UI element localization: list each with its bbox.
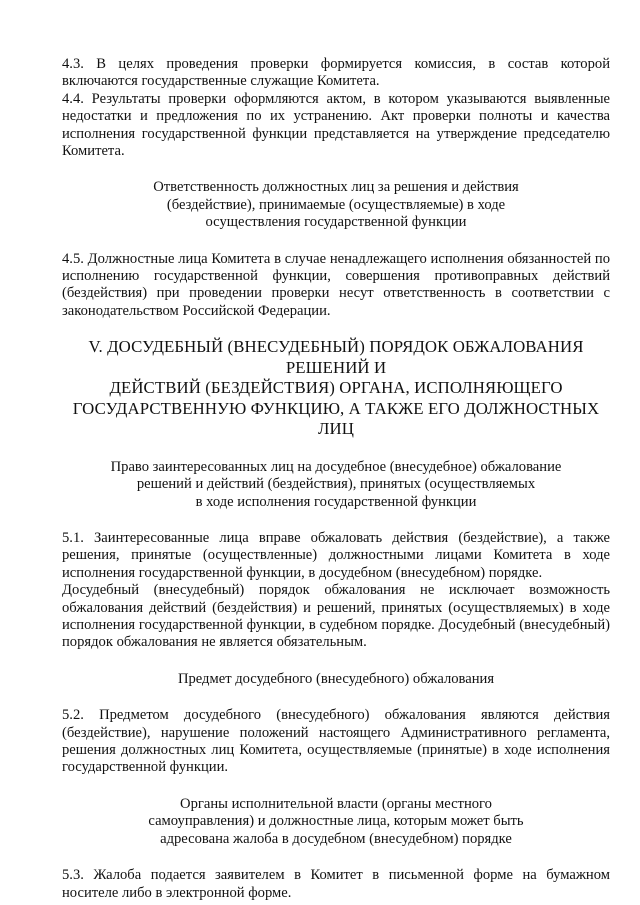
paragraph-5-2: 5.2. Предметом досудебного (внесудебного) обжалования являются действия (бездействие), нарушение положений настоящего Административного регламента, решения должностных лиц Комитета, осуществляемые (принятые) в ходе исполнения государственной функции. — [62, 707, 610, 776]
paragraph-5-1a: 5.1. Заинтересованные лица вправе обжаловать действия (бездействие), а также решения, принятые (осуществленные) должностными лицами Комитета в ходе исполнения государственной функции, в досудебном (внесудебном) порядке. — [62, 530, 610, 581]
subheading-line: Ответственность должностных лиц за решения и действия — [153, 179, 519, 196]
paragraph-4-3: 4.3. В целях проведения проверки формируется комиссия, в состав которой включаются государственные служащие Комитета. — [62, 56, 610, 90]
subheading-line: в ходе исполнения государственной функции — [195, 493, 477, 510]
subheading-appeal-right — [62, 459, 610, 511]
subheading-appeal-subject: Предмет досудебного (внесудебного) обжалования — [177, 670, 495, 687]
subheading-line: Право заинтересованных лиц на досудебное (внесудебное) обжалование — [110, 458, 562, 475]
paragraph-4-5: 4.5. Должностные лица Комитета в случае ненадлежащего исполнения обязанностей по исполнению государственной функции, совершения противоправных действий (бездействия) при проведении проверки несут ответственность в соответствии с законодательством Российской Федерации. — [62, 250, 610, 319]
subheading-line: самоуправления) и должностные лица, которым может быть — [148, 813, 524, 830]
document-page — [62, 56, 610, 902]
subheading-authorities — [62, 796, 610, 848]
subheading-line: решений и действий (бездействия), принятых (осуществляемых — [136, 476, 536, 493]
subheading-line: осуществления государственной функции — [205, 214, 467, 231]
paragraph-4-4: 4.4. Результаты проверки оформляются актом, в котором указываются выявленные недостатки и предложения по их устранению. Акт проверки полноты и качества исполнения государственной функции представляется на утверждение председателю Комитета. — [62, 90, 610, 160]
subheading-responsibility — [62, 179, 610, 231]
subheading-line: адресована жалоба в досудебном (внесудебном) порядке — [160, 830, 512, 847]
subheading-line: Органы исполнительной власти (органы местного — [180, 795, 492, 812]
section-heading-line: ГОСУДАРСТВЕННУЮ ФУНКЦИЮ, А ТАКЖЕ ЕГО ДОЛЖНОСТНЫХ ЛИЦ — [72, 398, 600, 439]
section-5-heading — [62, 337, 610, 440]
paragraph-5-3: 5.3. Жалоба подается заявителем в Комитет в письменной форме на бумажном носителе либо в электронной форме. — [62, 867, 610, 901]
section-heading-line: ДЕЙСТВИЙ (БЕЗДЕЙСТВИЯ) ОРГАНА, ИСПОЛНЯЮЩЕГО — [109, 378, 563, 398]
paragraph-5-1b: Досудебный (внесудебный) порядок обжалования не исключает возможность обжалования действий (бездействия) и решений, принятых (осуществляемых) в ходе исполнения государственной функции, в судебном порядке. Досудебный (внесудебный) порядок обжалования не является обязательным. — [62, 582, 610, 651]
section-heading-line: V. ДОСУДЕБНЫЙ (ВНЕСУДЕБНЫЙ) ПОРЯДОК ОБЖАЛОВАНИЯ РЕШЕНИЙ И — [88, 337, 584, 377]
subheading-line: (бездействие), принимаемые (осуществляемые) в ходе — [166, 196, 506, 213]
